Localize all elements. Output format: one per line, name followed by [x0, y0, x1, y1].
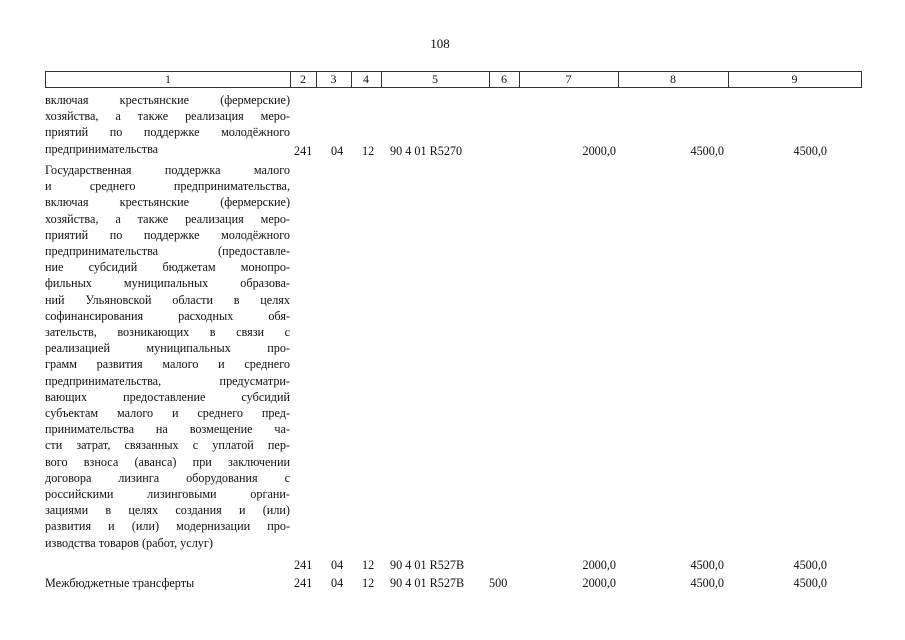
cell-amount-7: 2000,0: [582, 576, 616, 590]
cell-target-article: 90 4 01 R5270: [390, 144, 463, 158]
description-line: включая крестьянские (фермерские): [45, 195, 290, 210]
cell-amount-9: 4500,0: [793, 558, 827, 572]
cell-section: 04: [331, 558, 344, 572]
description-line: принимательства на возмещение ча-: [45, 422, 290, 437]
description-line: приятий по поддержке молодёжного: [45, 227, 290, 242]
header-col-5: 5: [432, 72, 438, 86]
cell-amount-9: 4500,0: [793, 144, 827, 158]
header-col-2: 2: [300, 72, 306, 86]
description-line: приятий по поддержке молодёжного: [45, 125, 290, 140]
description-line: субъектам малого и среднего пред-: [45, 406, 290, 421]
description-line: предпринимательства, предусматри-: [45, 373, 290, 388]
description-line: зательств, возникающих в связи с: [45, 325, 290, 340]
cell-section: 04: [331, 576, 344, 590]
table-row: [0, 575, 905, 591]
description-line: изводства товаров (работ, услуг): [45, 535, 213, 550]
cell-amount-8: 4500,0: [690, 558, 724, 572]
cell-subsection: 12: [362, 144, 375, 158]
header-col-4: 4: [363, 72, 369, 86]
description-line: Государственная поддержка малого: [45, 163, 290, 177]
cell-code: 241: [294, 144, 313, 158]
description-line: вого взноса (аванса) при заключении: [45, 454, 290, 469]
cell-target-article: 90 4 01 R527В: [390, 558, 465, 572]
description-line: реализацией муниципальных про-: [45, 341, 290, 356]
cell-code: 241: [294, 576, 313, 590]
header-col-1: 1: [165, 72, 171, 86]
cell-amount-8: 4500,0: [690, 144, 724, 158]
description-line: сти затрат, связанных с уплатой пер-: [45, 438, 290, 453]
description-line: российскими лизинговыми органи-: [45, 487, 290, 502]
description-line: и среднего предпринимательства,: [45, 179, 290, 194]
description-line: вающих предоставление субсидий: [45, 389, 290, 404]
cell-amount-7: 2000,0: [582, 144, 616, 158]
cell-subsection: 12: [362, 558, 375, 572]
cell-amount-7: 2000,0: [582, 558, 616, 572]
row-description: [45, 162, 290, 551]
description-line: софинансирования расходных обя-: [45, 308, 290, 323]
description-line: предпринимательства (предоставле-: [45, 244, 290, 259]
header-col-8: 8: [670, 72, 676, 86]
header-col-7: 7: [565, 72, 572, 86]
description-line: хозяйства, а также реализация меро-: [45, 211, 290, 226]
table-header: [45, 71, 862, 88]
description-line: ний Ульяновской области в целях: [45, 292, 290, 307]
header-col-6: 6: [501, 72, 507, 86]
cell-amount-8: 4500,0: [690, 576, 724, 590]
description-line: договора лизинга оборудования с: [45, 470, 290, 485]
description-line: включая крестьянские (фермерские): [45, 93, 290, 107]
description-line: развития и (или) модернизации про-: [45, 519, 290, 534]
header-col-3: 3: [330, 72, 337, 86]
description-line: предпринимательства: [45, 141, 159, 156]
description-line: Межбюджетные трансферты: [45, 576, 195, 590]
table-row: [0, 143, 905, 159]
description-line: фильных муниципальных образова-: [45, 276, 290, 291]
cell-target-article: 90 4 01 R527В: [390, 576, 465, 590]
cell-expense-type: 500: [489, 576, 508, 590]
description-line: ние субсидий бюджетам монопро-: [45, 260, 290, 275]
table-row: [0, 557, 905, 573]
cell-subsection: 12: [362, 576, 375, 590]
cell-section: 04: [331, 144, 344, 158]
description-line: зациями в целях создания и (или): [45, 503, 290, 518]
description-line: хозяйства, а также реализация меро-: [45, 109, 290, 124]
cell-amount-9: 4500,0: [793, 576, 827, 590]
cell-code: 241: [294, 558, 313, 572]
page-number: 108: [430, 36, 450, 51]
description-line: грамм развития малого и среднего: [45, 357, 290, 372]
header-col-9: 9: [791, 72, 798, 86]
